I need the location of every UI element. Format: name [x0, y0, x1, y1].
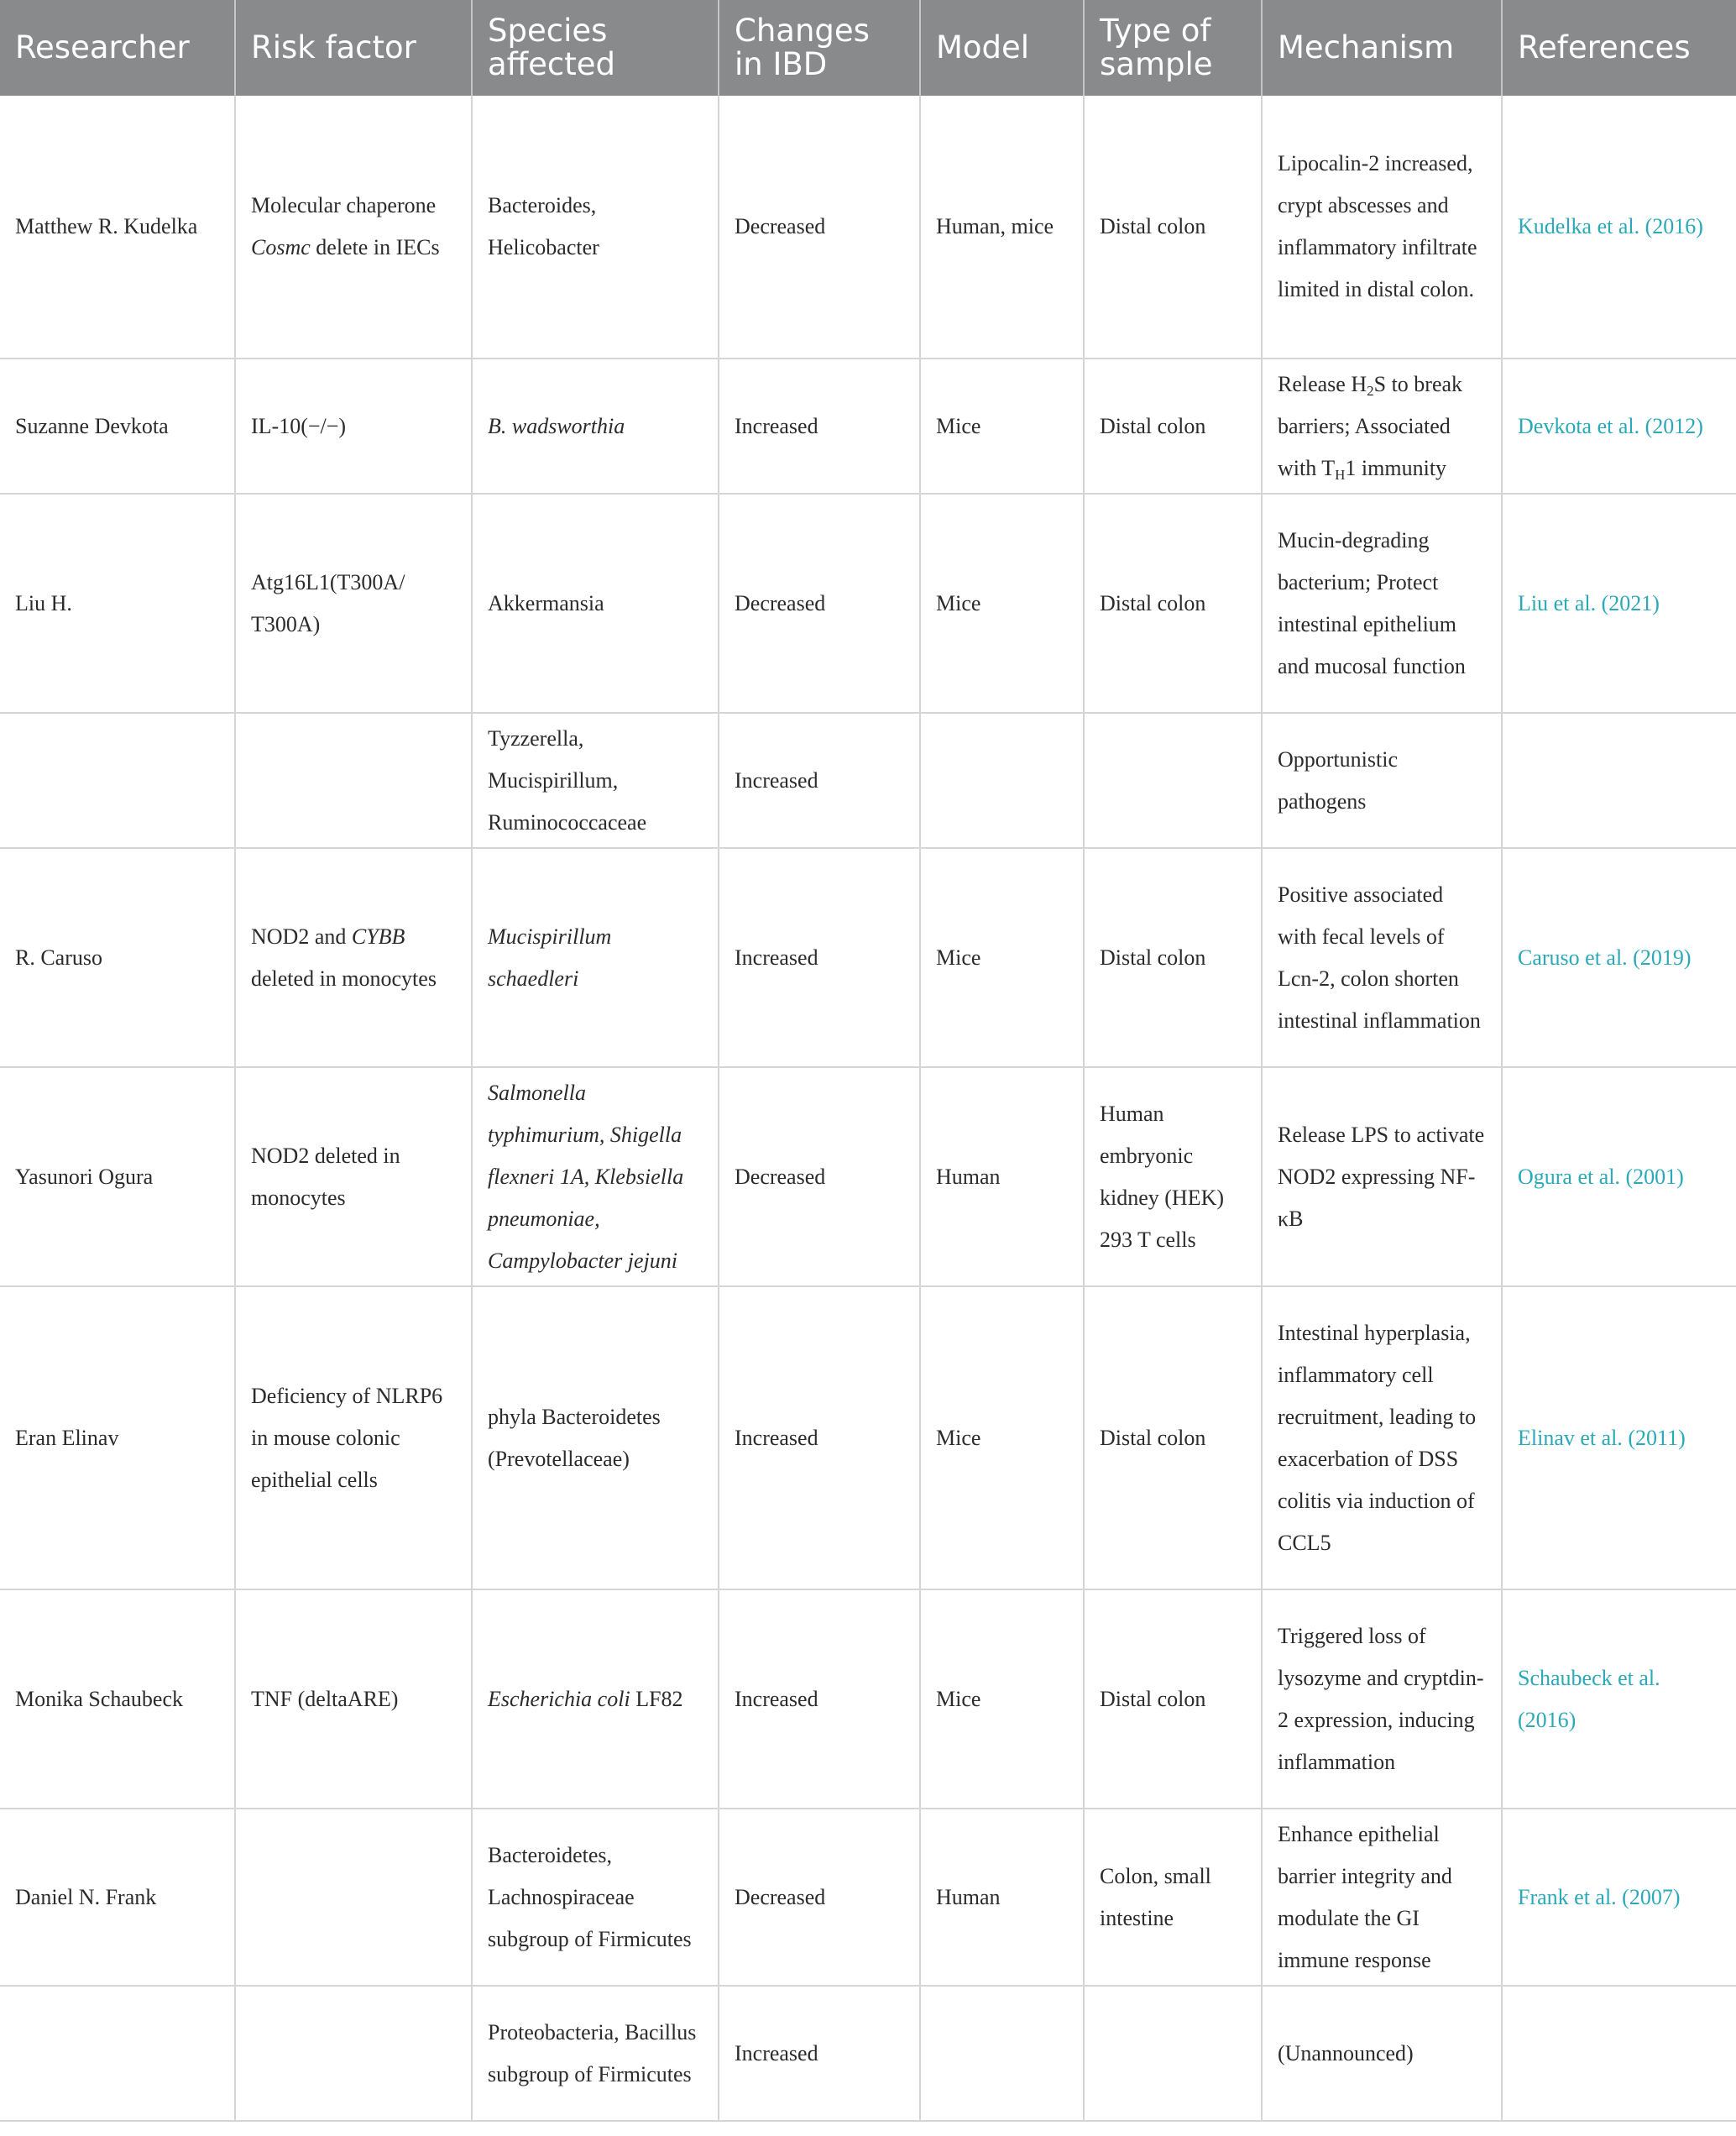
species-cell: phyla Bacteroidetes (Prevotellaceae)	[472, 1286, 719, 1589]
risk-factor-gene: CYBB	[351, 924, 405, 949]
mechanism-cell: Triggered loss of lysozyme and cryptdin-2 expression, inducing inflammation	[1262, 1589, 1502, 1809]
model-cell	[920, 1986, 1084, 2121]
species-name: Escherichia coli	[488, 1686, 630, 1711]
sample-cell: Distal colon	[1084, 96, 1262, 359]
risk-factor-cell: Atg16L1(T300A/ T300A)	[235, 494, 472, 713]
risk-factor-cell	[235, 1986, 472, 2121]
species-cell: Tyzzerella, Mucispirillum, Ruminococcaceae	[472, 713, 719, 848]
species-cell: Salmonella typhimurium, Shigella flexneri 1A, Klebsiella pneumoniae, Campylobacter jejuni	[472, 1067, 719, 1286]
model-cell: Mice	[920, 494, 1084, 713]
mechanism-cell: Enhance epithelial barrier integrity and modulate the GI immune response	[1262, 1809, 1502, 1986]
change-cell: Decreased	[719, 96, 920, 359]
researcher-cell	[0, 713, 235, 848]
risk-factor-text: Molecular chaperone	[251, 193, 437, 217]
table-row	[0, 1809, 1736, 1986]
risk-factor-cell	[235, 713, 472, 848]
mechanism-subscript: H	[1335, 466, 1346, 483]
sample-cell: Distal colon	[1084, 1286, 1262, 1589]
risk-factor-cell	[235, 848, 472, 1067]
model-cell	[920, 713, 1084, 848]
sample-cell: Distal colon	[1084, 1589, 1262, 1809]
sample-cell	[1084, 713, 1262, 848]
reference-link[interactable]: Schaubeck et al. (2016)	[1502, 1589, 1736, 1809]
change-cell: Increased	[719, 713, 920, 848]
mechanism-cell: Release LPS to activate NOD2 expressing NF-κB	[1262, 1067, 1502, 1286]
model-cell: Mice	[920, 848, 1084, 1067]
risk-factor-cell: NOD2 deleted in monocytes	[235, 1067, 472, 1286]
table-row	[0, 1589, 1736, 1809]
species-cell: B. wadsworthia	[472, 359, 719, 494]
header-model: Model	[920, 0, 1084, 96]
model-cell: Human	[920, 1809, 1084, 1986]
mechanism-text: S to break barriers; Associated with T	[1278, 371, 1463, 480]
header-type-of-sample: Type of sample	[1084, 0, 1262, 96]
header-mechanism: Mechanism	[1262, 0, 1502, 96]
change-cell: Increased	[719, 1986, 920, 2121]
table-row	[0, 494, 1736, 713]
reference-cell	[1502, 713, 1736, 848]
header-changes-in-ibd: Changes in IBD	[719, 0, 920, 96]
table-row	[0, 713, 1736, 848]
table-row	[0, 1067, 1736, 1286]
reference-link[interactable]: Caruso et al. (2019)	[1502, 848, 1736, 1067]
mechanism-text: 1 immunity	[1345, 455, 1447, 480]
reference-link[interactable]: Ogura et al. (2001)	[1502, 1067, 1736, 1286]
researcher-cell: Monika Schaubeck	[0, 1589, 235, 1809]
reference-link[interactable]: Kudelka et al. (2016)	[1502, 96, 1736, 359]
risk-factor-text: NOD2 and	[251, 924, 352, 949]
mechanism-cell: Lipocalin-2 increased, crypt abscesses and inflammatory infiltrate limited in distal colon.	[1262, 96, 1502, 359]
species-cell: Bacteroidetes, Lachnospiraceae subgroup of Firmicutes	[472, 1809, 719, 1986]
mechanism-cell: Mucin-degrading bacterium; Protect intestinal epithelium and mucosal function	[1262, 494, 1502, 713]
change-cell: Increased	[719, 848, 920, 1067]
change-cell: Decreased	[719, 1067, 920, 1286]
researcher-cell: Liu H.	[0, 494, 235, 713]
change-cell: Increased	[719, 359, 920, 494]
researcher-cell: R. Caruso	[0, 848, 235, 1067]
mechanism-cell: (Unannounced)	[1262, 1986, 1502, 2121]
reference-link[interactable]: Devkota et al. (2012)	[1502, 359, 1736, 494]
species-cell: Proteobacteria, Bacillus subgroup of Firmicutes	[472, 1986, 719, 2121]
researcher-cell: Yasunori Ogura	[0, 1067, 235, 1286]
species-strain: LF82	[630, 1686, 683, 1711]
researcher-cell: Suzanne Devkota	[0, 359, 235, 494]
change-cell: Decreased	[719, 1809, 920, 1986]
table-row	[0, 848, 1736, 1067]
risk-factor-cell: IL-10(−/−)	[235, 359, 472, 494]
model-cell: Human	[920, 1067, 1084, 1286]
table-row	[0, 359, 1736, 494]
model-cell: Mice	[920, 1286, 1084, 1589]
reference-cell	[1502, 1986, 1736, 2121]
table-header-row	[0, 0, 1736, 96]
sample-cell: Distal colon	[1084, 359, 1262, 494]
header-risk-factor: Risk factor	[235, 0, 472, 96]
risk-factor-gene: Cosmc	[251, 235, 311, 259]
species-cell: Bacteroides, Helicobacter	[472, 96, 719, 359]
mechanism-cell: Positive associated with fecal levels of Lcn-2, colon shorten intestinal inflammation	[1262, 848, 1502, 1067]
reference-link[interactable]: Liu et al. (2021)	[1502, 494, 1736, 713]
change-cell: Increased	[719, 1286, 920, 1589]
table-row	[0, 96, 1736, 359]
researcher-cell: Matthew R. Kudelka	[0, 96, 235, 359]
researcher-cell: Daniel N. Frank	[0, 1809, 235, 1986]
header-references: References	[1502, 0, 1736, 96]
researcher-cell: Eran Elinav	[0, 1286, 235, 1589]
model-cell: Mice	[920, 1589, 1084, 1809]
risk-factor-cell: TNF (deltaARE)	[235, 1589, 472, 1809]
risk-factor-cell	[235, 96, 472, 359]
mechanism-text: Release H	[1278, 371, 1367, 396]
species-cell	[472, 1589, 719, 1809]
change-cell: Decreased	[719, 494, 920, 713]
change-cell: Increased	[719, 1589, 920, 1809]
risk-factor-text: delete in IECs	[310, 235, 440, 259]
species-cell: Akkermansia	[472, 494, 719, 713]
risk-factor-cell: Deficiency of NLRP6 in mouse colonic epithelial cells	[235, 1286, 472, 1589]
risk-factor-text: deleted in monocytes	[251, 966, 437, 991]
mechanism-cell	[1262, 359, 1502, 494]
header-researcher: Researcher	[0, 0, 235, 96]
sample-cell	[1084, 1986, 1262, 2121]
mechanism-cell: Opportunistic pathogens	[1262, 713, 1502, 848]
header-species-affected: Species affected	[472, 0, 719, 96]
mechanism-cell: Intestinal hyperplasia, inflammatory cell recruitment, leading to exacerbation of DSS colitis via induction of CCL5	[1262, 1286, 1502, 1589]
table-row	[0, 1986, 1736, 2121]
mechanism-subscript: 2	[1367, 382, 1374, 399]
model-cell: Mice	[920, 359, 1084, 494]
reference-link[interactable]: Frank et al. (2007)	[1502, 1809, 1736, 1986]
sample-cell: Human embryonic kidney (HEK) 293 T cells	[1084, 1067, 1262, 1286]
researcher-cell	[0, 1986, 235, 2121]
model-cell: Human, mice	[920, 96, 1084, 359]
sample-cell: Distal colon	[1084, 494, 1262, 713]
table-row	[0, 1286, 1736, 1589]
sample-cell: Distal colon	[1084, 848, 1262, 1067]
sample-cell: Colon, small intestine	[1084, 1809, 1262, 1986]
reference-link[interactable]: Elinav et al. (2011)	[1502, 1286, 1736, 1589]
risk-factor-cell	[235, 1809, 472, 1986]
species-cell: Mucispirillum schaedleri	[472, 848, 719, 1067]
